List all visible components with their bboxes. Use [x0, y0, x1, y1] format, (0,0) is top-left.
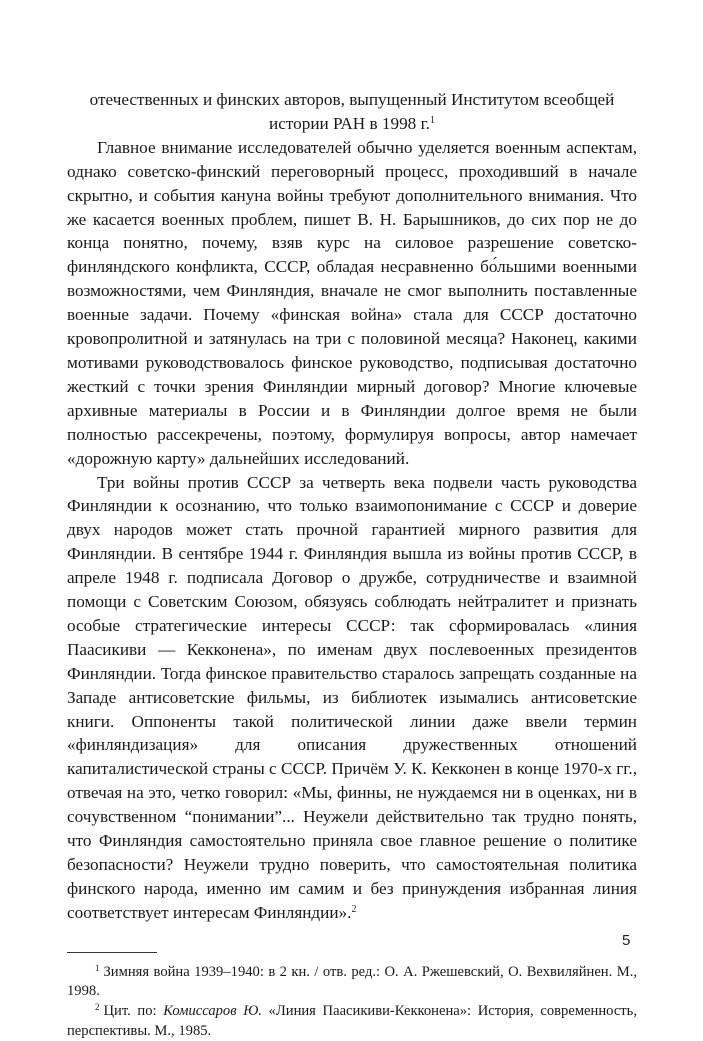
- footnote-2-number: 2: [95, 1001, 100, 1012]
- paragraph-2: Главное внимание исследователей обычно уделяется военным аспектам, однако советско-финский переговорный процесс, проходивший в начале скрытно, и события кануна войны требуют дополнительного внимания. Что же касается военных проблем, пишет В. Н. Барышников, до сих пор не до конца понятно, почему, взяв курс на силовое разрешение советско-финляндского конфликта, СССР, обладая несравненно бо́льшими военными возможностями, чем Финляндия, вначале не смог выполнить поставленные военные задачи. Почему «финская война» стала для СССР достаточно кровопролитной и затянулась на три с половиной месяца? Наконец, какими мотивами руководствовалось финское руководство, подписывая достаточно жесткий с точки зрения Финляндии мирный договор? Многие ключевые архивные материалы в России и в Финляндии долгое время не были полностью рассекречены, поэтому, формулируя вопросы, автор намечает «дорожную карту» дальнейших исследований.: [67, 137, 637, 468]
- footnote-1-number: 1: [95, 962, 100, 973]
- footnote-2-author: Комиссаров Ю.: [163, 1002, 262, 1019]
- paragraph-3: [67, 471, 637, 925]
- footnote-separator: [67, 952, 157, 953]
- paragraph-1: [67, 88, 637, 136]
- page-content: [67, 88, 637, 1041]
- footnote-2-prefix: Цит. по:: [103, 1002, 164, 1019]
- footnote-1-text: Зимняя война 1939–1940: в 2 кн. / отв. ред.: О. А. Ржешевский, О. Вехвиляйнен. М., 1998.: [67, 963, 637, 1000]
- footnote-1: [67, 963, 637, 1002]
- footnotes: [67, 963, 637, 1041]
- paragraph-1-text: отечественных и финских авторов, выпущенный Институтом всеобщей истории РАН в 1998 г.: [89, 90, 615, 133]
- paragraph-3-text: Три войны против СССР за четверть века подвели часть руководства Финляндии к осознанию, что только взаимопонимание с СССР и доверие двух народов может стать прочной гарантией мирного развития для Финляндии. В сентябре 1944 г. Финляндия вышла из войны против СССР, в апреле 1948 г. подписала Договор о дружбе, сотрудничестве и взаимной помощи с Советским Союзом, обязуясь соблюдать нейтралитет и признать особые стратегические интересы СССР: так сформировалась «линия Паасикиви — Кекконена», по именам двух послевоенных президентов Финляндии. Тогда финское правительство старалось запрещать созданные на Западе антисоветские фильмы, из библиотек изымались антисоветские книги. Оппоненты такой политической линии даже ввели термин «финляндизация» для описания дружественных отношений капиталистической страны с СССР. Причём У. К. Кекконен в конце 1970-х гг., отвечая на это, четко говорил: «Мы, финны, не нуждаемся ни в оценках, ни в сочувственном “понимании”... Неужели действительно так трудно понять, что Финляндия самостоятельно приняла свое главное решение о политике безопасности? Неужели трудно поверить, что самостоятельная политика финского народа, именно им самим и без принуждения избранная линия соответствует интересам Финляндии».: [67, 472, 637, 922]
- footnote-ref-1: 1: [429, 114, 435, 126]
- footnote-2: [67, 1002, 637, 1041]
- page-number: 5: [622, 932, 631, 949]
- footnote-2-text: «Линия Паасикиви-Кекконена»: История, современность, перспективы. М., 1985.: [67, 1002, 637, 1039]
- body-text: [67, 88, 637, 925]
- footnote-ref-2: 2: [351, 903, 357, 915]
